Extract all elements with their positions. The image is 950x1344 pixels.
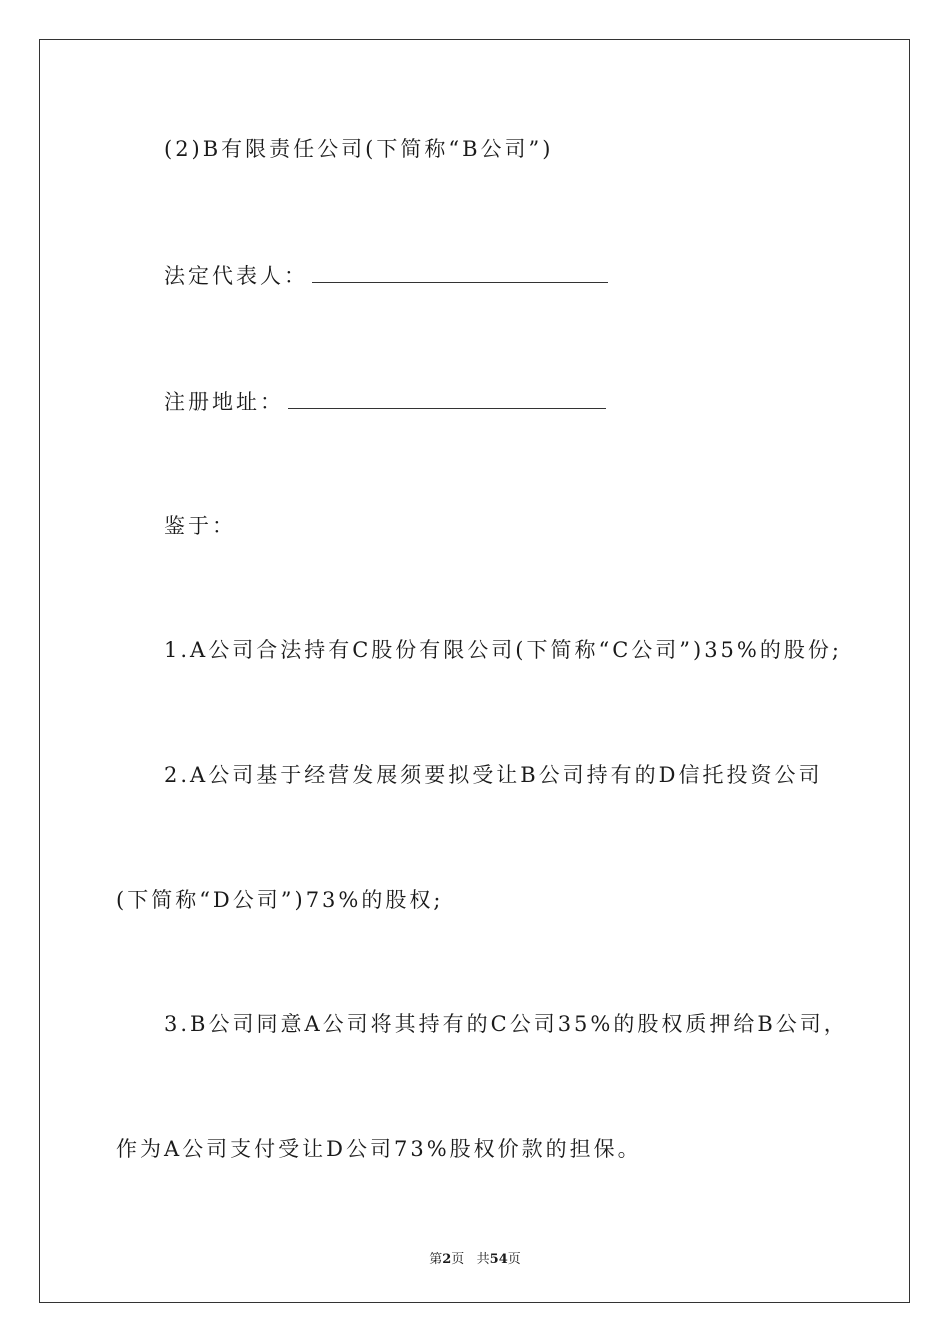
total-pages-number: 54	[489, 1252, 508, 1267]
legal-rep-row	[164, 264, 608, 288]
clause-3-line-2: 作为A公司支付受让D公司73%股权价款的担保。	[116, 1137, 642, 1161]
page-footer	[0, 1248, 950, 1267]
clause-2-line-2: (下简称“D公司”)73%的股权;	[116, 888, 444, 912]
page-border	[39, 39, 910, 1303]
page-mid: 页 共	[451, 1252, 490, 1267]
legal-rep-blank	[312, 264, 608, 283]
clause-2-line-1: 2.A公司基于经营发展须要拟受让B公司持有的D信托投资公司	[164, 763, 823, 787]
reg-address-label: 注册地址：	[164, 390, 284, 414]
page-suffix: 页	[507, 1252, 521, 1267]
clause-1: 1.A公司合法持有C股份有限公司(下简称“C公司”)35%的股份;	[164, 638, 842, 662]
legal-rep-label: 法定代表人：	[164, 264, 308, 288]
current-page-number: 2	[442, 1252, 452, 1267]
page-prefix: 第	[429, 1252, 443, 1267]
party-b-title: (2)B有限责任公司(下简称“B公司”)	[164, 137, 554, 161]
reg-address-blank	[288, 390, 606, 409]
whereas-label: 鉴于：	[164, 514, 236, 538]
clause-3-line-1: 3.B公司同意A公司将其持有的C公司35%的股权质押给B公司，	[164, 1012, 848, 1036]
reg-address-row	[164, 390, 606, 414]
